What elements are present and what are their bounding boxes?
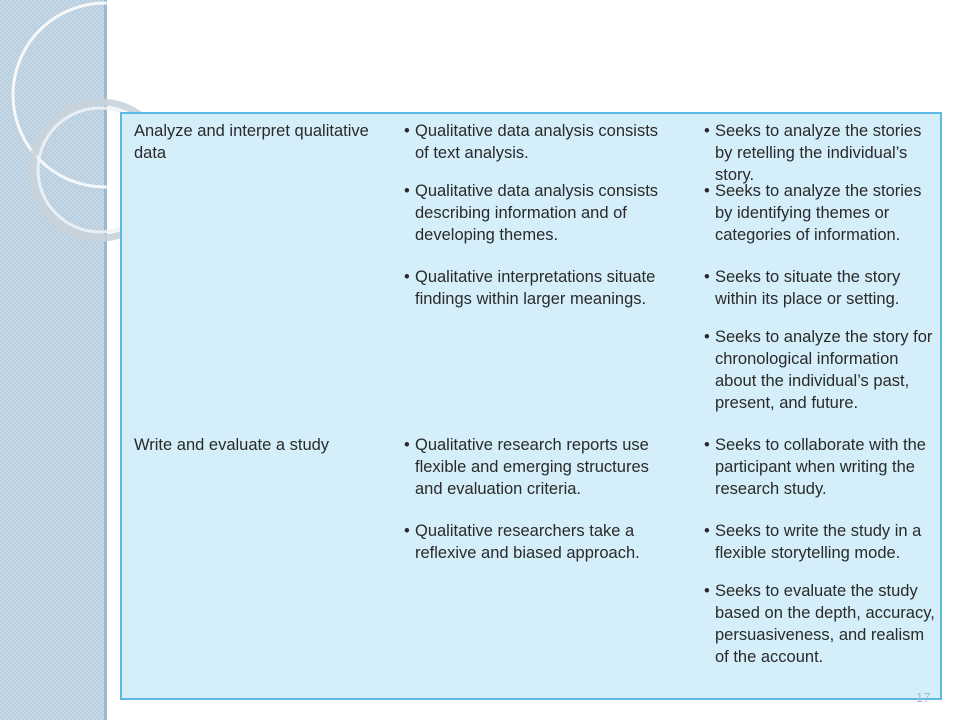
narrative-point: • Seeks to collaborate with the participant when writing the research study. [704, 436, 926, 498]
qualitative-point: • Qualitative data analysis consists describing information and of developing themes. [404, 182, 659, 244]
qualitative-point: • Qualitative interpretations situate findings within larger meanings. [404, 268, 656, 308]
narrative-point: • Seeks to write the study in a flexible storytelling mode. [704, 522, 922, 562]
narrative-point: • Seeks to evaluate the study based on the depth, accuracy, persuasiveness, and realism of the account. [704, 582, 935, 666]
narrative-point: • Seeks to situate the story within its place or setting. [704, 268, 901, 308]
qualitative-point: • Qualitative researchers take a reflexive and biased approach. [404, 522, 640, 562]
narrative-point: • Seeks to analyze the stories by retelling the individual’s story. [704, 122, 922, 184]
qualitative-point: • Qualitative research reports use flexible and emerging structures and evaluation criteria. [404, 436, 649, 498]
qualitative-point: • Qualitative data analysis consists of text analysis. [404, 122, 659, 162]
narrative-point: • Seeks to analyze the story for chronological information about the individual’s past, present, and future. [704, 328, 933, 412]
narrative-point: • Seeks to analyze the stories by identifying themes or categories of information. [704, 182, 922, 244]
comparison-table [120, 112, 942, 700]
step-label-write: Write and evaluate a study [134, 436, 330, 454]
slide-number: 17 [916, 690, 931, 705]
step-label-analyze: Analyze and interpret qualitative data [134, 122, 369, 162]
